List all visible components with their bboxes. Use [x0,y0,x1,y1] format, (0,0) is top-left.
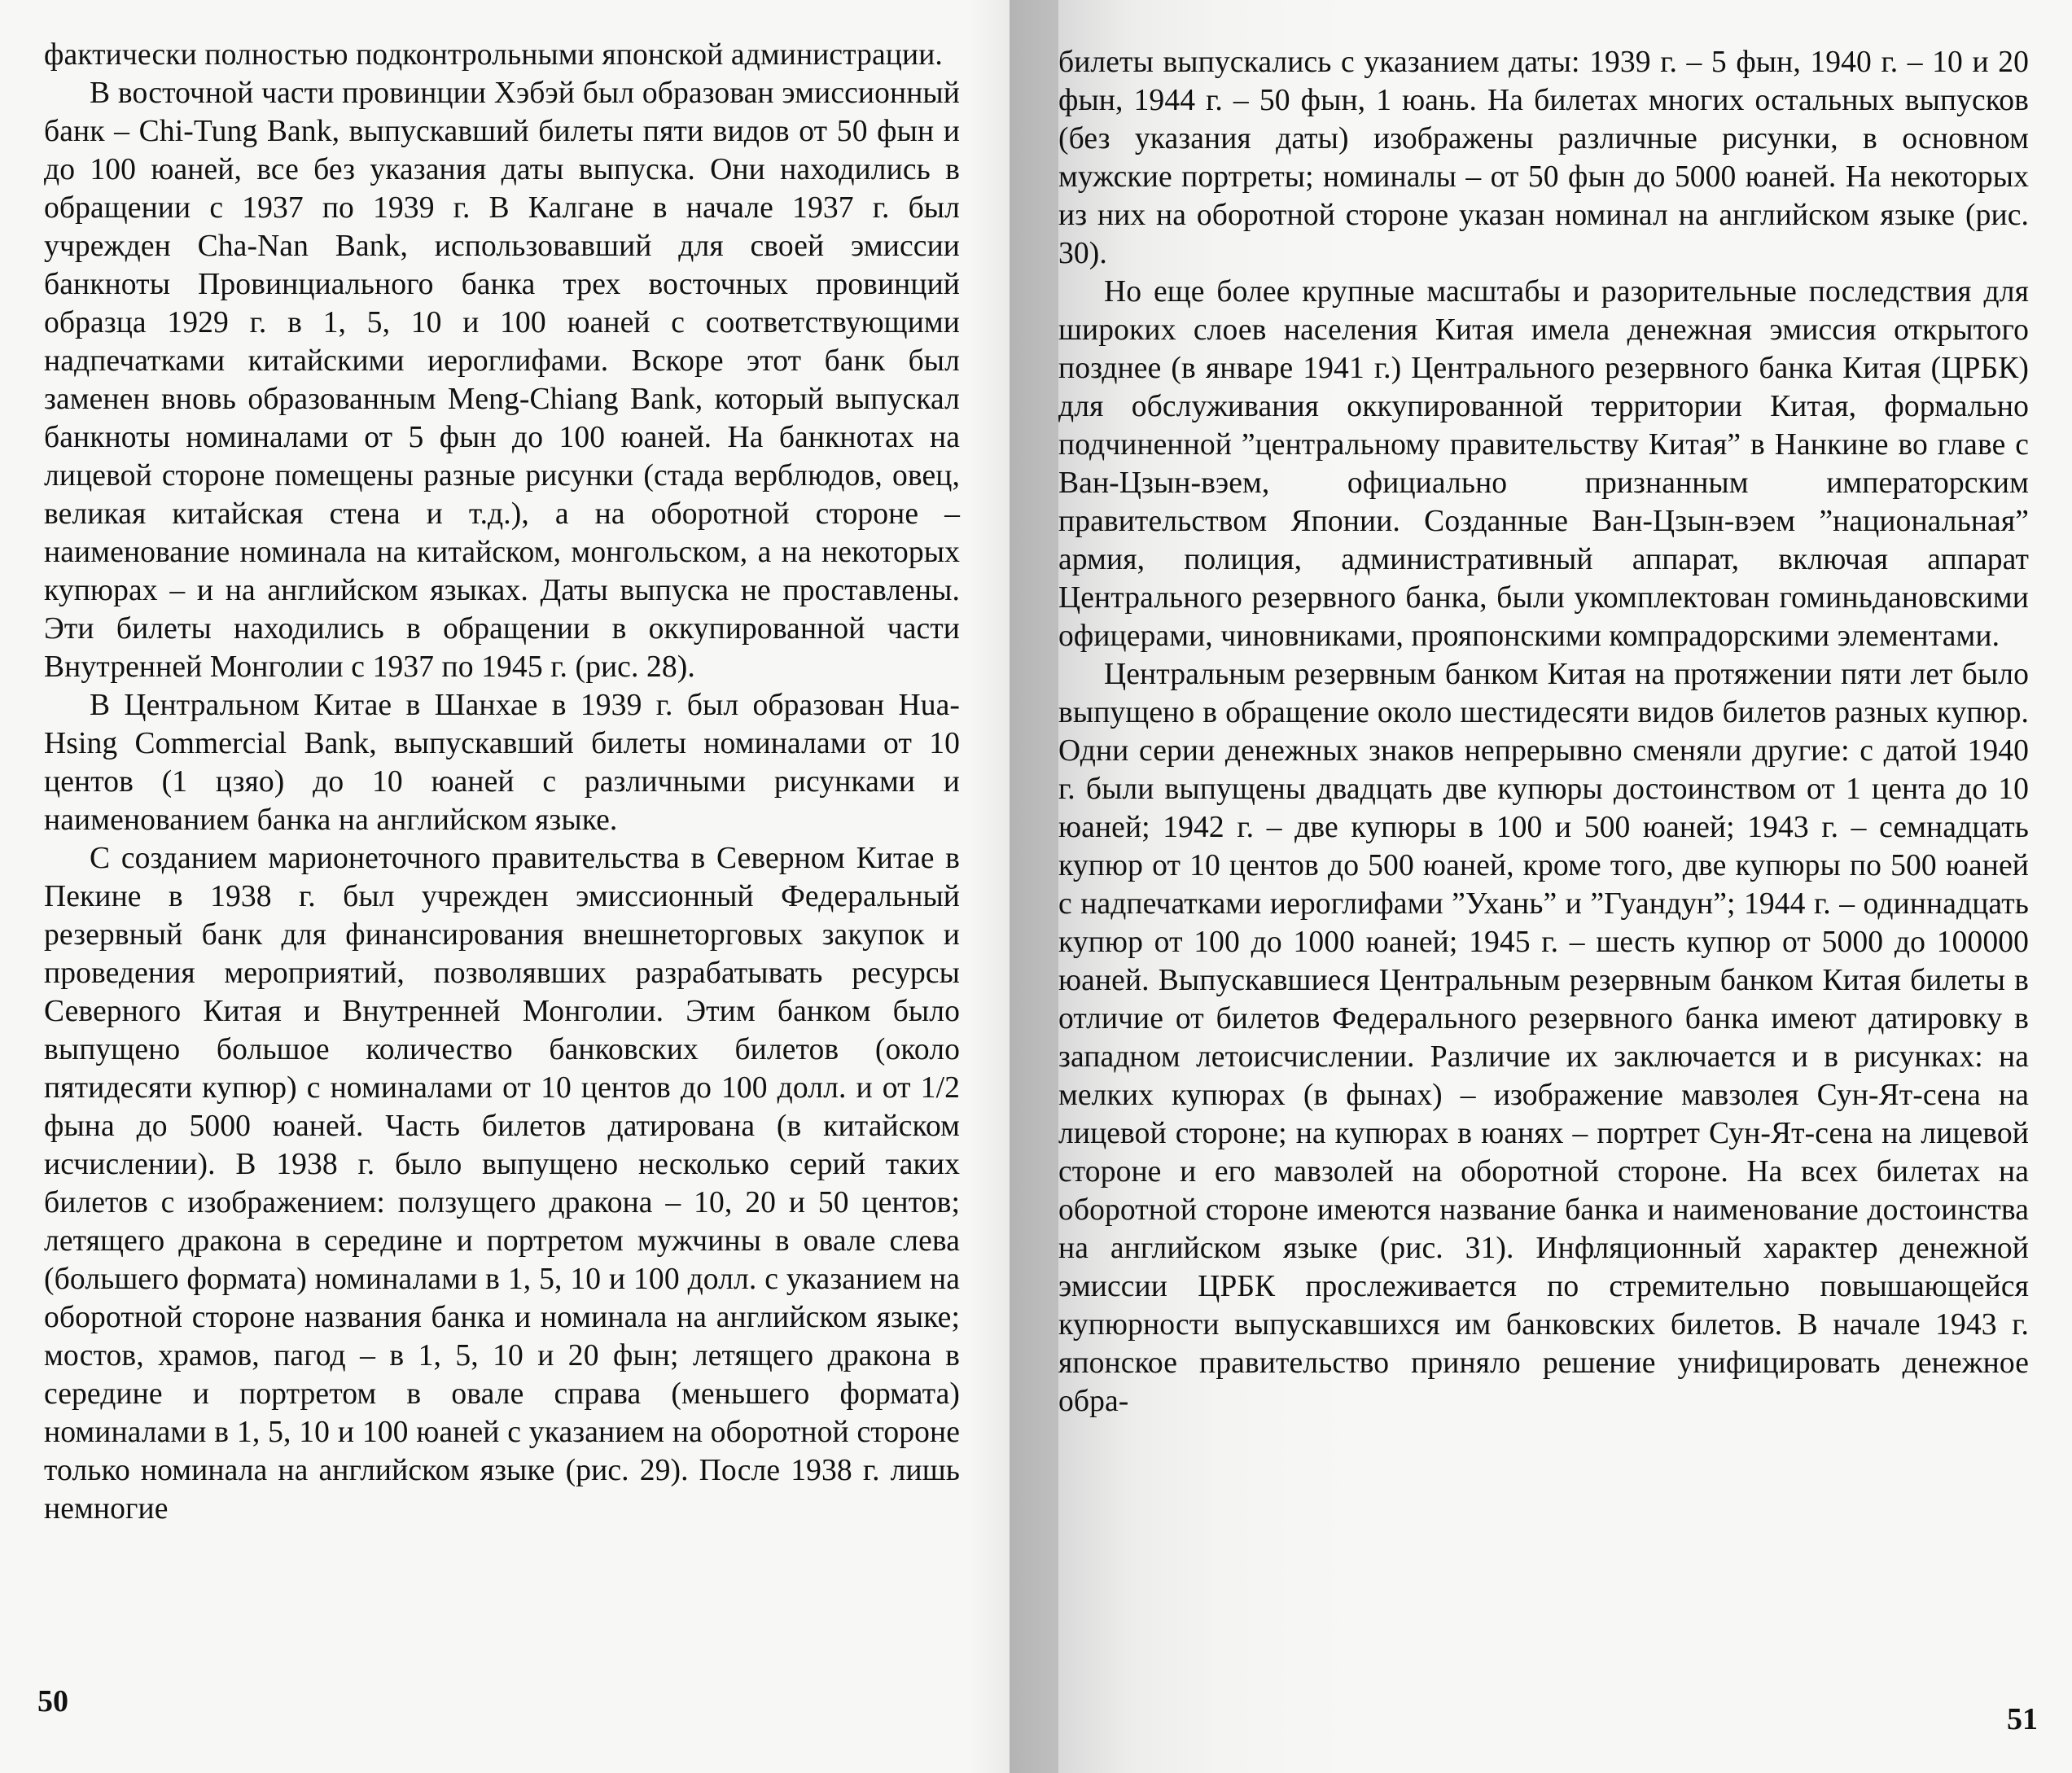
right-paragraph-3: Центральным резервным банком Китая на протяжении пяти лет было выпущено в обращение около шестидесяти видов билетов разных купюр. Одни серии денежных знаков непрерывно сменяли другие: с датой 1940 г. были выпущены двадцать две купюры достоинством от 1 цента до 10 юаней; 1942 г. – две купюры в 100 и 500 юаней; 1943 г. – семнадцать купюр от 10 центов до 500 юаней, кроме того, две купюры по 500 юаней с надпечатками иероглифами ”Ухань” и ”Гуандун”; 1944 г. – одиннадцать купюр от 100 до 1000 юаней; 1945 г. – шесть купюр от 5000 до 100000 юаней. Выпускавшиеся Центральным резервным банком Китая билеты в отличие от билетов Федерального резервного банка имеют датировку в западном летоисчислении. Различие их заключается и в рисунках: на мелких купюрах (в фынах) – изображение мавзолея Сун-Ят-сена на лицевой стороне; на купюрах в юанях – портрет Сун-Ят-сена на лицевой стороне и его мавзолей на оборотной стороне. На всех билетах на оборотной стороне имеются название банка и наименование достоинства на английском языке (рис. 31). Инфляционный характер денежной эмиссии ЦРБК прослеживается по стремительно повышающейся купюрности выпускавшихся им банковских билетов. В начале 1943 г. японское правительство приняло решение унифицировать денежное обра- [1058,658,2029,1418]
left-paragraph-3: В Центральном Китае в Шанхае в 1939 г. был образован Hua-Hsing Commercial Bank, выпускавший билеты номиналами от 10 центов (1 цзяо) до 10 юаней с различными рисунками и наименованием банка на английском языке. [44,689,960,837]
left-paragraph-1: фактически полностью подконтрольными японской администрации. [44,38,943,72]
left-paragraph-4: С созданием марионеточного правительства в Северном Китае в Пекине в 1938 г. был учрежден эмиссионный Федеральный резервный банк для финансирования внешнеторговых закупок и проведения мероприятий, позволявших разрабатывать ресурсы Северного Китая и Внутренней Монголии. Этим банком было выпущено большое количество банковских билетов (около пятидесяти купюр) с номиналами от 10 центов до 100 долл. и от 1/2 фына до 5000 юаней. Часть билетов датирована (в китайском исчислении). В 1938 г. было выпущено несколько серий таких билетов с изображением: ползущего дракона – 10, 20 и 50 центов; летящего дракона в середине и портретом мужчины в овале слева (большего формата) номиналами в 1, 5, 10 и 100 долл. с указанием на оборотной стороне названия банка и номинала на английском языке; мостов, храмов, пагод – в 1, 5, 10 и 20 фын; летящего дракона в середине и портретом в овале справа (меньшего формата) номиналами в 1, 5, 10 и 100 юаней с указанием на оборотной стороне только номинала на английском языке (рис. 29). После 1938 г. лишь немногие [44,842,960,1526]
left-paragraph-2: В восточной части провинции Хэбэй был образован эмиссионный банк – Chi-Tung Bank, выпускавший билеты пяти видов от 50 фын и до 100 юаней, все без указания даты выпуска. Они находились в обращении с 1937 по 1939 г. В Калгане в начале 1937 г. был учрежден Cha-Nan Bank, использовавший для своей эмиссии банкноты Провинциального банка трех восточных провинций образца 1929 г. в 1, 5, 10 и 100 юаней с соответствующими надпечатками китайскими иероглифами. Вскоре этот банк был заменен вновь образованным Meng-Chiang Bank, который выпускал банкноты номиналами от 5 фын до 100 юаней. На банкнотах на лицевой стороне помещены разные рисунки (стада верблюдов, овец, великая китайская стена и т.д.), а на оборотной стороне – наименование номинала на китайском, монгольском, а на некоторых купюрах – и на английском языках. Даты выпуска не проставлены. Эти билеты находились в обращении в оккупированной части Внутренней Монголии с 1937 по 1945 г. (рис. 28). [44,77,960,684]
right-paragraph-2: Но еще более крупные масштабы и разорительные последствия для широких слоев населения Китая имела денежная эмиссия открытого позднее (в январе 1941 г.) Центрального резервного банка Китая (ЦРБК) для обслуживания оккупированной территории Китая, формально подчиненной ”центральному правительству Китая” в Нанкине во главе с Ван-Цзын-вэем, официально признанным императорским правительством Японии. Созданные Ван-Цзын-вэем ”национальная” армия, полиция, административный аппарат, включая аппарат Центрального резервного банка, были укомплектован гоминьдановскими офицерами, чиновниками, прояпонскими компрадорскими элементами. [1058,275,2029,653]
page-number-left: 50 [37,1684,68,1718]
right-page [1010,0,2072,1773]
page-number-right: 51 [2007,1702,2038,1736]
left-page-text [44,36,960,1528]
right-page-text [1058,43,2029,1421]
right-paragraph-1: билеты выпускались с указанием даты: 1939 г. – 5 фын, 1940 г. – 10 и 20 фын, 1944 г. – 50 фын, 1 юань. На билетах многих остальных выпусков (без указания даты) изображены различные рисунки, в основном мужские портреты; номиналы – от 50 фын до 5000 юаней. На некоторых из них на оборотной стороне указан номинал на английском языке (рис. 30). [1058,46,2029,270]
left-page [0,0,1010,1773]
